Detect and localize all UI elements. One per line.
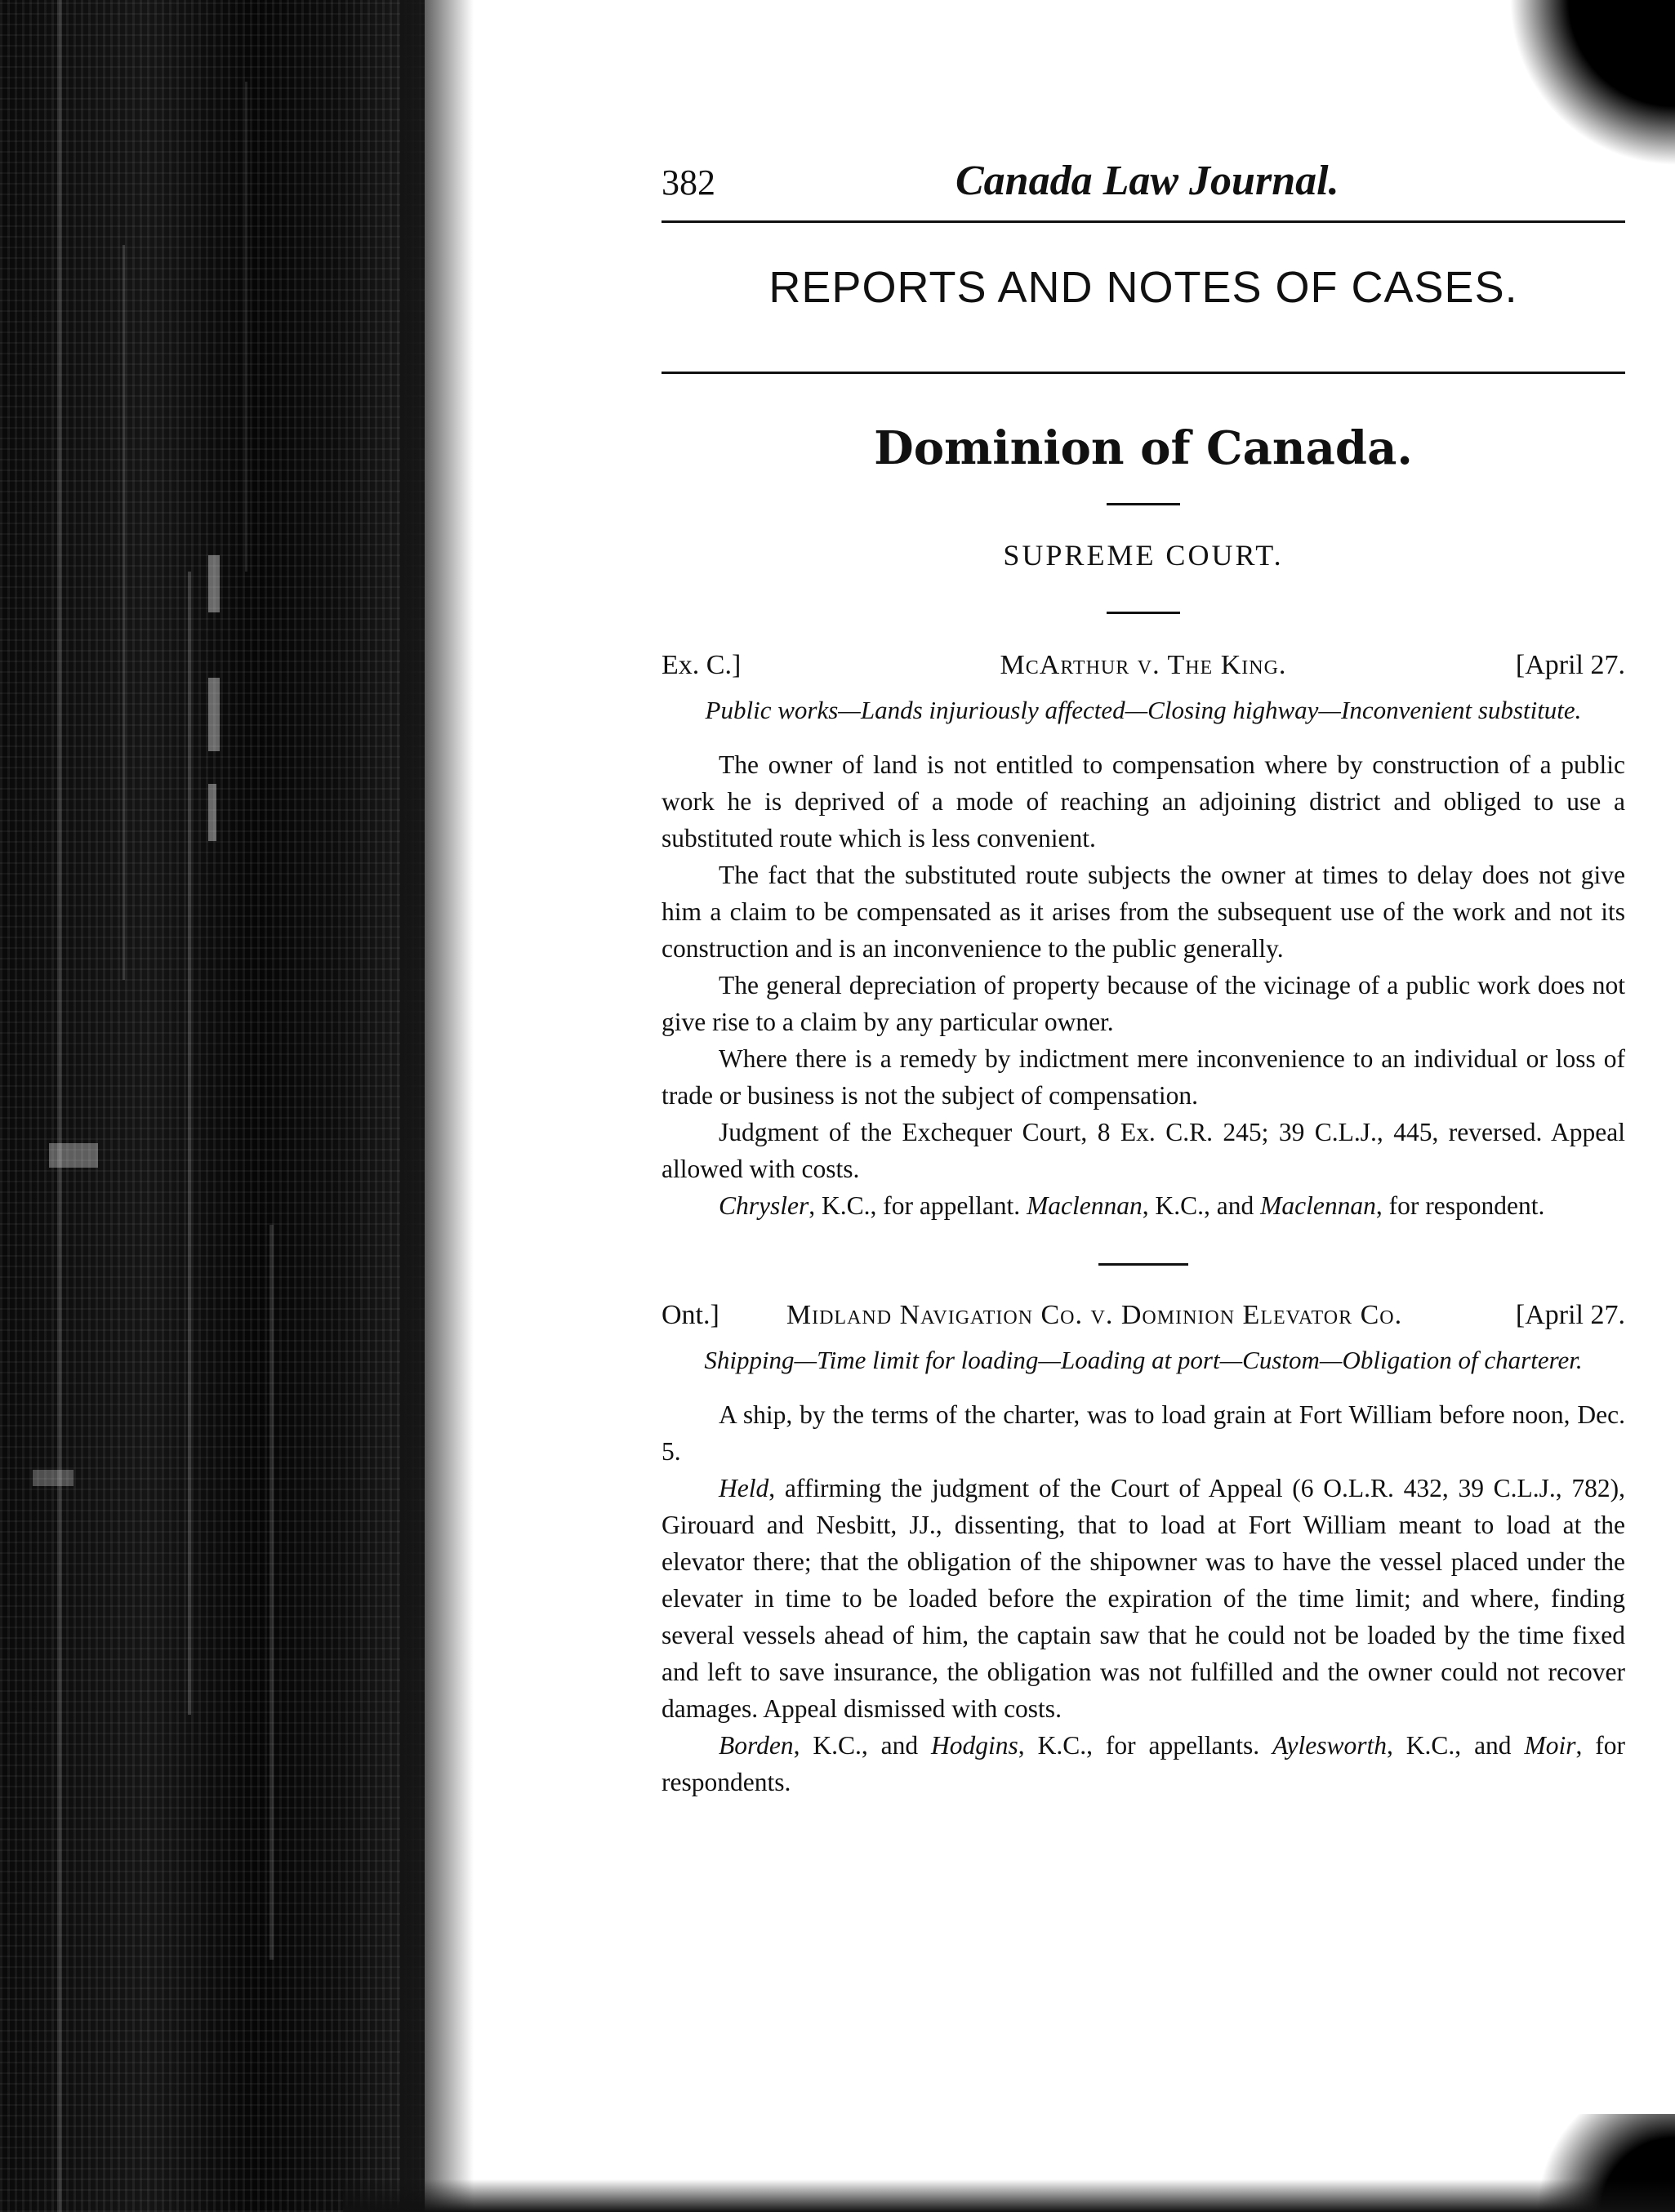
case1-counsel (662, 1187, 1625, 1224)
book-gutter-shadow (0, 0, 425, 2212)
jurisdiction-heading: Dominion of Canada. (874, 421, 1413, 475)
case1-court: Ex. C.] (662, 650, 742, 680)
case-separator (1098, 1263, 1188, 1266)
journal-page (662, 147, 1625, 1800)
court-heading: SUPREME COURT. (1003, 539, 1284, 572)
counsel-text: , for respondent. (1375, 1191, 1545, 1220)
counsel-name: Maclennan (1260, 1191, 1376, 1220)
counsel-name: Borden (719, 1731, 794, 1760)
section-rule (662, 372, 1625, 374)
page-number: 382 (662, 162, 715, 203)
case2-heading (662, 1300, 1625, 1341)
case1-heading (662, 650, 1625, 691)
section-title: REPORTS AND NOTES OF CASES. (768, 263, 1518, 312)
case1-paragraph-4: Where there is a remedy by indictment mere inconvenience to an individual or loss of trade or business is not the subject of compensation. (662, 1044, 1625, 1110)
case1-paragraph-2: The fact that the substituted route subjects the owner at times to delay does not give him a claim to be compensated as it arises from the subsequent use of the work and not its construction and is an inconvenience to the public generally. (662, 861, 1625, 963)
counsel-text: , K.C., and (793, 1731, 932, 1760)
case2-court: Ont.] (662, 1300, 719, 1330)
case1-catchwords: Public works—Lands injuriously affected—Closing highway—Inconvenient substitute. (705, 696, 1582, 724)
case1-date: [April 27. (1515, 650, 1625, 680)
case2-catchwords: Shipping—Time limit for loading—Loading at port—Custom—Obligation of charterer. (704, 1346, 1583, 1374)
held-text: , affirming the judgment of the Court of Appeal (6 O.L.R. 432, 39 C.L.J., 782), Girouard and Nesbitt, JJ., dissenting, that to load at Fort William meant to load at the elevator there; that the obligation of the shipowner was to have the vessel placed under the elevater in time to be loaded before the expiration of the time limit; and where, finding several vessels ahead of him, the captain saw that he could not be loaded by the time fixed and left to save insurance, the obligation was not fulfilled and the owner could not recover damages. Appeal dismissed with costs. (662, 1474, 1625, 1723)
header-rule (662, 220, 1625, 223)
counsel-name: Aylesworth (1272, 1731, 1387, 1760)
case2-paragraph-1: A ship, by the terms of the charter, was to load grain at Fort William before noon, Dec. 5. (662, 1400, 1625, 1466)
counsel-text: , K.C., and (1387, 1731, 1525, 1760)
counsel-name: Hodgins (931, 1731, 1018, 1760)
scan-bottom-edge (343, 2179, 1675, 2212)
counsel-text: , K.C., for appellants. (1018, 1731, 1272, 1760)
case1-paragraph-3: The general depreciation of property because of the vicinage of a public work does not give rise to a claim by any particular owner. (662, 971, 1625, 1036)
counsel-name: Moir (1524, 1731, 1576, 1760)
court-rule (1107, 612, 1180, 614)
held-word: Held (719, 1474, 769, 1502)
case2-date: [April 27. (1515, 1300, 1625, 1330)
counsel-name: Maclennan (1027, 1191, 1143, 1220)
case1-paragraph-1: The owner of land is not entitled to compensation where by construction of a public work he is deprived of a mode of reaching an adjoining district and obliged to use a substituted route which is less convenient. (662, 750, 1625, 852)
case1-paragraph-5: Judgment of the Exchequer Court, 8 Ex. C.R. 245; 39 C.L.J., 445, reversed. Appeal allowed with costs. (662, 1118, 1625, 1183)
running-head (662, 147, 1625, 220)
counsel-text: , K.C., for appellant. (809, 1191, 1027, 1220)
jurisdiction-rule (1107, 503, 1180, 505)
counsel-text: , for respondents. (662, 1731, 1625, 1796)
counsel-name: Chrysler (719, 1191, 809, 1220)
case1-parties: McArthur v. The King. (1000, 650, 1287, 680)
counsel-text: , K.C., and (1142, 1191, 1261, 1220)
case2-held-paragraph (662, 1470, 1625, 1727)
case2-parties: Midland Navigation Co. v. Dominion Elevator Co. (786, 1300, 1403, 1330)
journal-title: Canada Law Journal. (956, 158, 1339, 204)
case2-counsel (662, 1727, 1625, 1800)
